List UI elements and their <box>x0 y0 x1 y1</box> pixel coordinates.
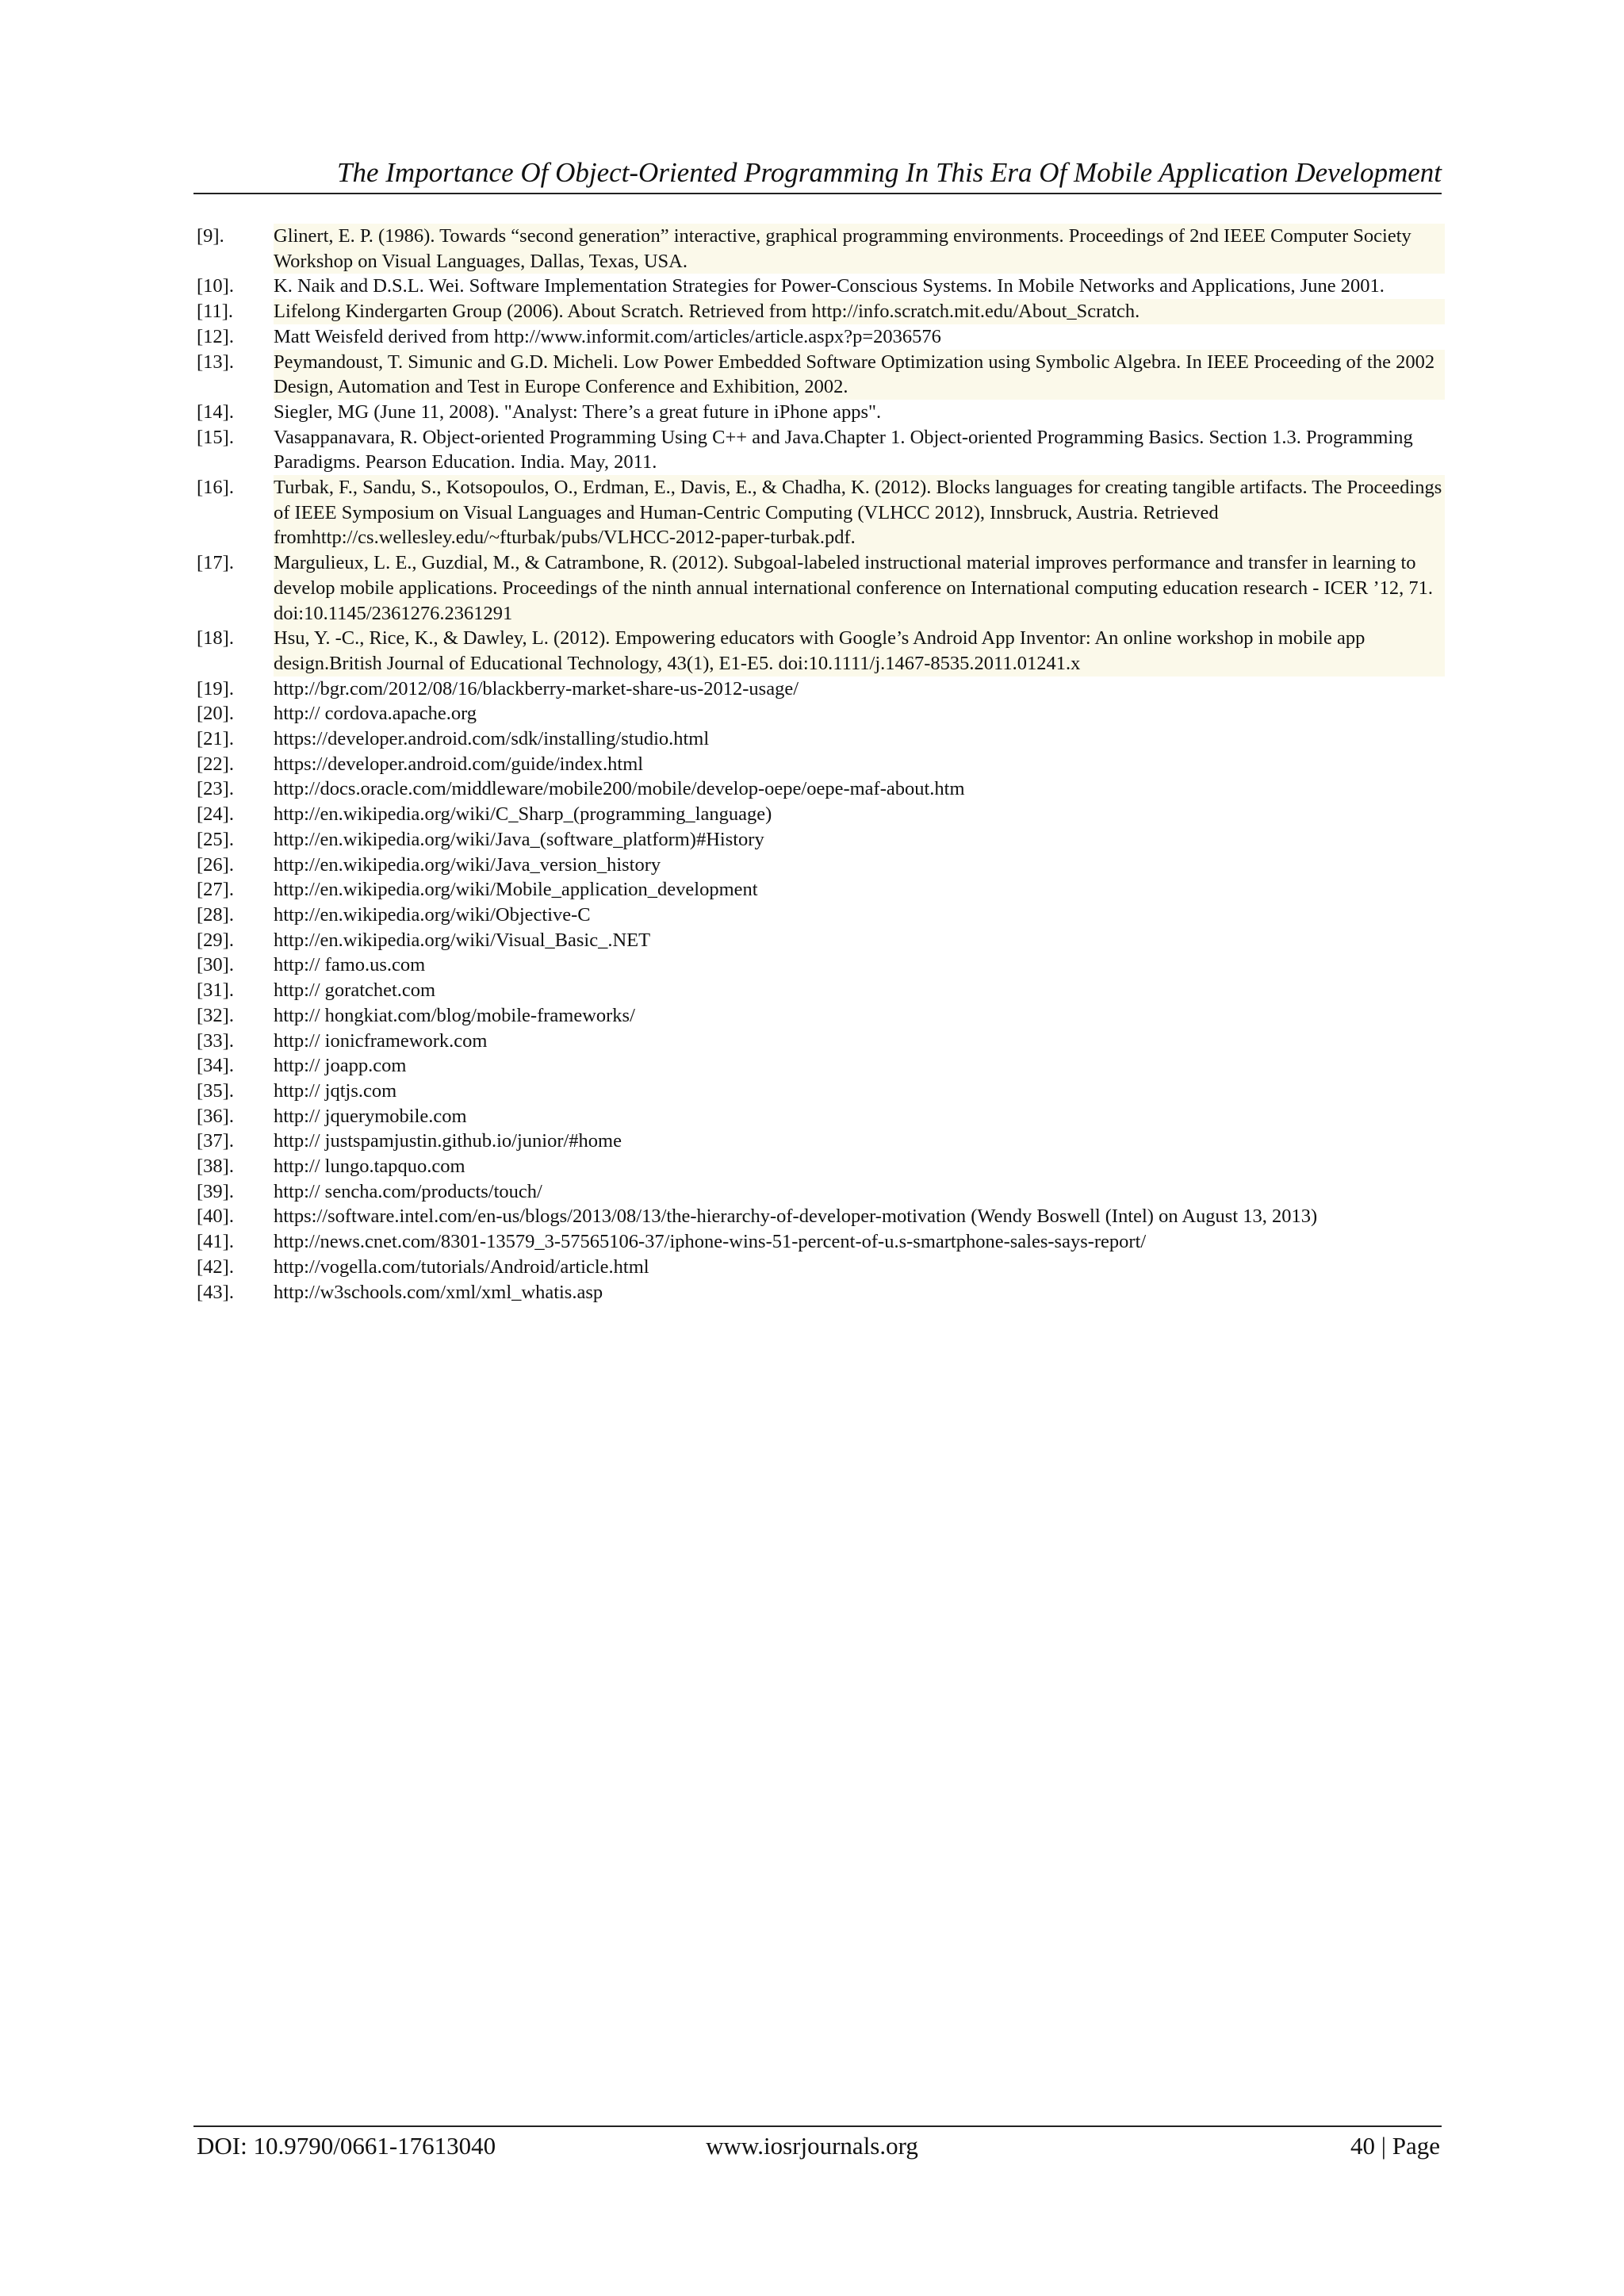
reference-number: [18]. <box>197 627 234 650</box>
reference-number: [19]. <box>197 677 234 700</box>
reference-number: [42]. <box>197 1255 234 1278</box>
reference-item <box>197 1154 1445 1179</box>
reference-text: http://en.wikipedia.org/wiki/Java_(software_platform)#History <box>274 828 764 850</box>
reference-item <box>197 1229 1445 1255</box>
reference-item <box>197 1079 1445 1104</box>
reference-number: [35]. <box>197 1079 234 1102</box>
reference-number: [29]. <box>197 929 234 951</box>
reference-number: [23]. <box>197 778 234 800</box>
reference-text: http://en.wikipedia.org/wiki/Mobile_application_development <box>274 879 758 901</box>
reference-text: http://w3schools.com/xml/xml_whatis.asp <box>274 1281 603 1303</box>
reference-list <box>197 224 1445 1305</box>
reference-text: Vasappanavara, R. Object-oriented Programming Using C++ and Java.Chapter 1. Object-oriented Programming Basics. Section 1.3. Programming Paradigms. Pearson Education. India. May, 2011. <box>274 426 1413 473</box>
reference-text: http:// ionicframework.com <box>274 1029 488 1052</box>
footer-doi: DOI: 10.9790/0661-17613040 <box>197 2132 496 2160</box>
reference-text: http:// jquerymobile.com <box>274 1105 467 1127</box>
reference-text: http:// sencha.com/products/touch/ <box>274 1180 542 1202</box>
reference-number: [10]. <box>197 275 234 297</box>
reference-number: [17]. <box>197 552 234 574</box>
reference-number: [39]. <box>197 1180 234 1202</box>
reference-item <box>197 1003 1445 1029</box>
reference-number: [33]. <box>197 1029 234 1052</box>
reference-number: [30]. <box>197 954 234 976</box>
reference-text: http:// hongkiat.com/blog/mobile-frameworks/ <box>274 1004 635 1026</box>
reference-item <box>197 400 1445 425</box>
reference-item <box>197 726 1445 752</box>
reference-number: [34]. <box>197 1055 234 1077</box>
reference-number: [14]. <box>197 401 234 423</box>
reference-item <box>197 853 1445 878</box>
reference-item <box>197 274 1445 299</box>
reference-item <box>197 425 1445 475</box>
reference-item <box>197 324 1445 350</box>
reference-text: https://developer.android.com/guide/index.html <box>274 753 644 775</box>
reference-number: [12]. <box>197 325 234 347</box>
reference-number: [37]. <box>197 1130 234 1152</box>
reference-text: Peymandoust, T. Simunic and G.D. Micheli. Low Power Embedded Software Optimization using Symbolic Algebra. In IEEE Proceeding of the 2002 Design, Automation and Test in Europe Conference and Exhibition, 2002. <box>274 350 1445 400</box>
reference-text: http://bgr.com/2012/08/16/blackberry-market-share-us-2012-usage/ <box>274 677 799 700</box>
reference-number: [11]. <box>197 301 234 323</box>
reference-number: [24]. <box>197 803 234 826</box>
reference-number: [13]. <box>197 351 234 373</box>
reference-item <box>197 953 1445 978</box>
reference-text: http:// goratchet.com <box>274 979 436 1002</box>
reference-item <box>197 475 1445 550</box>
header-rule <box>193 193 1442 194</box>
reference-number: [41]. <box>197 1231 234 1253</box>
reference-text: Hsu, Y. -C., Rice, K., & Dawley, L. (2012). Empowering educators with Google’s Android App Inventor: An online workshop in mobile app design.British Journal of Educational Technology, 43(1), E1-E5. doi:10.1111/j.1467-8535.2011.01241.x <box>274 626 1445 676</box>
footer-rule <box>193 2125 1442 2127</box>
reference-item <box>197 802 1445 827</box>
reference-text: Glinert, E. P. (1986). Towards “second generation” interactive, graphical programming environments. Proceedings of 2nd IEEE Computer Society Workshop on Visual Languages, Dallas, Texas, USA. <box>274 224 1445 274</box>
reference-text: https://software.intel.com/en-us/blogs/2013/08/13/the-hierarchy-of-developer-motivation (Wendy Boswell (Intel) on August 13, 2013) <box>274 1205 1318 1228</box>
reference-item <box>197 827 1445 853</box>
reference-text: http:// justspamjustin.github.io/junior/#home <box>274 1130 622 1152</box>
reference-text: Matt Weisfeld derived from http://www.informit.com/articles/article.aspx?p=2036576 <box>274 325 941 347</box>
reference-number: [43]. <box>197 1281 234 1303</box>
reference-item <box>197 1053 1445 1079</box>
reference-item <box>197 1104 1445 1129</box>
reference-number: [25]. <box>197 828 234 850</box>
reference-text: Margulieux, L. E., Guzdial, M., & Catrambone, R. (2012). Subgoal-labeled instructional material improves performance and transfer in learning to develop mobile applications. Proceedings of the ninth annual international conference on International computing education research - ICER ’12, 71. doi:10.1145/2361276.2361291 <box>274 550 1445 626</box>
reference-item <box>197 978 1445 1003</box>
reference-item <box>197 1204 1445 1229</box>
reference-text: http://news.cnet.com/8301-13579_3-57565106-37/iphone-wins-51-percent-of-u.s-smartphone-sales-says-report/ <box>274 1231 1147 1253</box>
reference-number: [36]. <box>197 1105 234 1127</box>
reference-item <box>197 1179 1445 1205</box>
reference-number: [16]. <box>197 477 234 499</box>
running-header-title: The Importance Of Object-Oriented Programming In This Era Of Mobile Application Development <box>337 157 1442 188</box>
reference-number: [38]. <box>197 1156 234 1178</box>
reference-number: [26]. <box>197 853 234 876</box>
footer-page-number: 40 | Page <box>1350 2132 1440 2160</box>
footer-site: www.iosrjournals.org <box>706 2132 918 2160</box>
reference-text: https://developer.android.com/sdk/installing/studio.html <box>274 728 710 750</box>
reference-item <box>197 1129 1445 1154</box>
reference-text: http://en.wikipedia.org/wiki/Java_version_history <box>274 853 661 876</box>
reference-number: [40]. <box>197 1205 234 1228</box>
reference-number: [28]. <box>197 903 234 926</box>
reference-text: http://en.wikipedia.org/wiki/Objective-C <box>274 903 591 926</box>
reference-text: K. Naik and D.S.L. Wei. Software Implementation Strategies for Power-Conscious Systems. In Mobile Networks and Applications, June 2001. <box>274 275 1385 297</box>
reference-item <box>197 550 1445 626</box>
reference-text: http:// lungo.tapquo.com <box>274 1156 465 1178</box>
reference-text: http://docs.oracle.com/middleware/mobile200/mobile/develop-oepe/oepe-maf-about.htm <box>274 778 965 800</box>
reference-item <box>197 224 1445 274</box>
reference-item <box>197 299 1445 324</box>
reference-number: [32]. <box>197 1004 234 1026</box>
reference-number: [21]. <box>197 728 234 750</box>
reference-item <box>197 903 1445 928</box>
reference-item <box>197 677 1445 702</box>
reference-item <box>197 350 1445 400</box>
reference-item <box>197 1280 1445 1305</box>
reference-text: Turbak, F., Sandu, S., Kotsopoulos, O., Erdman, E., Davis, E., & Chadha, K. (2012). Blocks languages for creating tangible artifacts. The Proceedings of IEEE Symposium on Visual Languages and Human-Centric Computing (VLHCC 2012), Innsbruck, Austria. Retrieved fromhttp://cs.wellesley.edu/~fturbak/pubs/VLHCC-2012-paper-turbak.pdf. <box>274 475 1445 550</box>
reference-number: [15]. <box>197 426 234 448</box>
reference-text: http://en.wikipedia.org/wiki/C_Sharp_(programming_language) <box>274 803 772 826</box>
reference-item <box>197 1029 1445 1054</box>
reference-text: http://en.wikipedia.org/wiki/Visual_Basic_.NET <box>274 929 651 951</box>
reference-item <box>197 1255 1445 1280</box>
reference-number: [22]. <box>197 753 234 775</box>
reference-item <box>197 626 1445 676</box>
reference-item <box>197 752 1445 777</box>
reference-text: http://vogella.com/tutorials/Android/article.html <box>274 1255 649 1278</box>
reference-text: http:// joapp.com <box>274 1055 407 1077</box>
reference-text: http:// famo.us.com <box>274 954 426 976</box>
reference-text: Siegler, MG (June 11, 2008). "Analyst: There’s a great future in iPhone apps". <box>274 401 882 423</box>
reference-item <box>197 701 1445 726</box>
reference-text: http:// cordova.apache.org <box>274 703 477 725</box>
reference-text: http:// jqtjs.com <box>274 1079 397 1102</box>
reference-number: [27]. <box>197 879 234 901</box>
reference-number: [9]. <box>197 225 224 247</box>
reference-text: Lifelong Kindergarten Group (2006). About Scratch. Retrieved from http://info.scratch.mit.edu/About_Scratch. <box>274 299 1445 324</box>
reference-item <box>197 776 1445 802</box>
reference-item <box>197 877 1445 903</box>
reference-number: [31]. <box>197 979 234 1002</box>
reference-number: [20]. <box>197 703 234 725</box>
reference-item <box>197 928 1445 953</box>
